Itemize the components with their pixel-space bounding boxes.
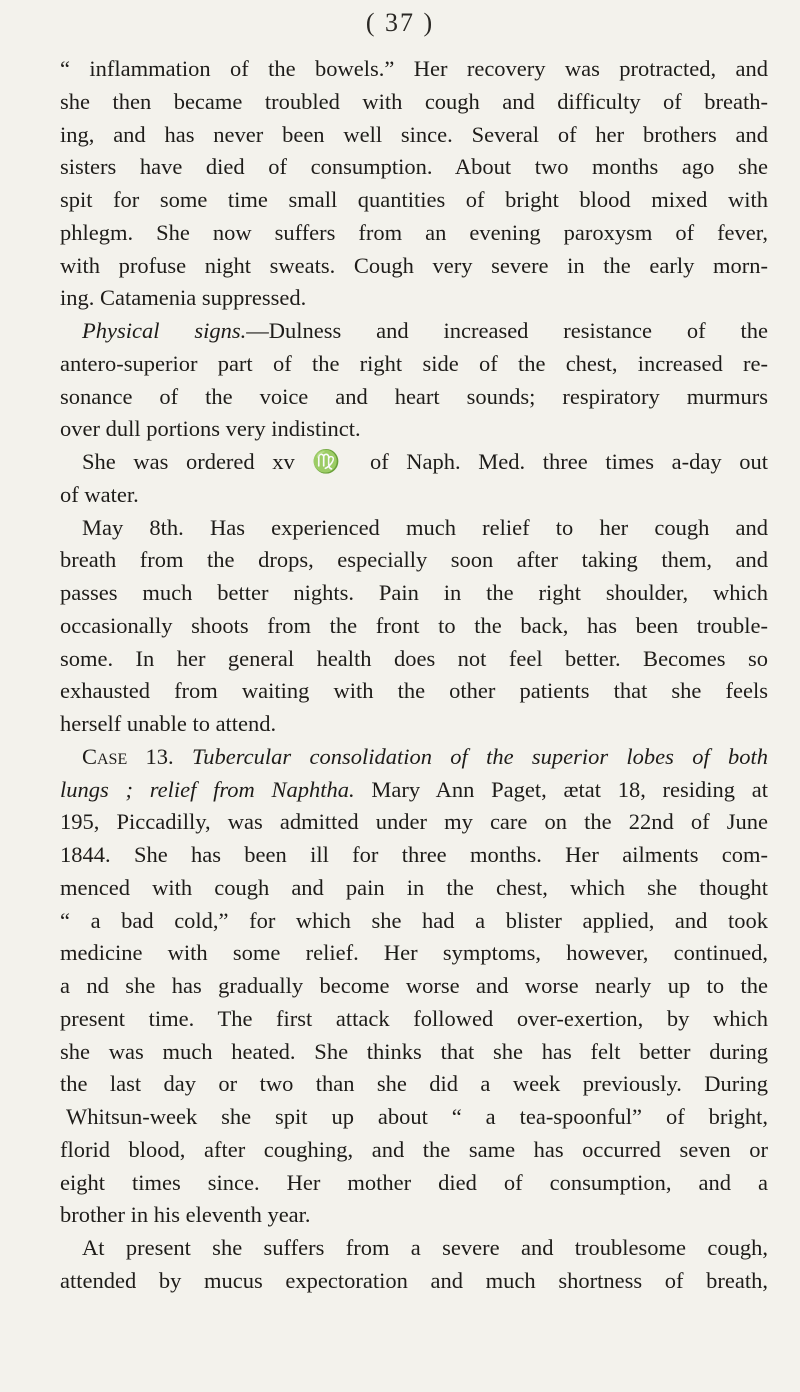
text-line: “ a bad cold,” for which she had a blister applied, and took [60, 907, 768, 933]
physical-signs-text: —Dulness and increased resistance of the [246, 318, 768, 343]
text-line: phlegm. She now suffers from an evening paroxysm of fever, [60, 219, 768, 245]
text-line: Whitsun-week she spit up about “ a tea-spoonful” of bright, [66, 1104, 768, 1129]
text-line: a nd she has gradually become worse and worse nearly up to the [60, 973, 768, 998]
page-number: ( 37 ) [365, 8, 435, 37]
text-line: ing, and has never been well since. Several of her brothers and [60, 121, 768, 147]
text-line: At present she suffers from a severe and troublesome cough, [82, 1235, 768, 1260]
physical-signs-heading: Physical signs. [82, 318, 247, 343]
text-line: ing. Catamenia suppressed. [60, 285, 307, 311]
text-line: antero-superior part of the right side of the chest, increased re- [60, 350, 768, 376]
text-line: eight times since. Her mother died of consumption, and a [60, 1169, 768, 1195]
text-line: “ inflammation of the bowels.” Her recovery was protracted, and [60, 56, 768, 81]
text-line: attended by mucus expectoration and much shortness of breath, [60, 1267, 768, 1293]
text-line: 1844. She has been ill for three months. Her ailments com- [60, 842, 768, 867]
case-number: Case 13. [82, 743, 174, 769]
text-line: florid blood, after coughing, and the same has occurred seven or [60, 1136, 768, 1162]
text-line: occasionally shoots from the front to the back, has been trouble- [60, 612, 768, 638]
text-line: exhausted from waiting with the other patients that she feels [60, 678, 768, 704]
case-title: Tubercular consolidation of the superior lobes of both [191, 743, 768, 769]
text-line: present time. The first attack followed over-exertion, by which [60, 1005, 768, 1031]
text-line: menced with cough and pain in the chest, which she thought [60, 874, 768, 900]
text-line: sonance of the voice and heart sounds; respiratory murmurs [60, 383, 768, 409]
physical-signs-line [60, 315, 768, 348]
text-line: She was ordered xv ♍ of Naph. Med. three times a-day out [82, 449, 768, 474]
text-line: spit for some time small quantities of bright blood mixed with [60, 187, 768, 212]
case-heading-line [60, 741, 768, 774]
text-line: passes much better nights. Pain in the right shoulder, which [60, 580, 768, 605]
text-line: medicine with some relief. Her symptoms, however, continued, [60, 940, 768, 966]
text-line: 195, Piccadilly, was admitted under my care on the 22nd of June [60, 809, 768, 835]
body-text [60, 53, 768, 1298]
text-line: breath from the drops, especially soon after taking them, and [60, 547, 768, 573]
text-line: some. In her general health does not feel better. Becomes so [60, 645, 768, 671]
case-subtitle-line [60, 774, 768, 807]
text-line: of water. [60, 481, 139, 507]
text-line: May 8th. Has experienced much relief to her cough and [82, 514, 768, 540]
text-line: she was much heated. She thinks that she has felt better during [60, 1038, 768, 1064]
text-line: over dull portions very indistinct. [60, 416, 361, 442]
text-line: herself unable to attend. [60, 711, 277, 736]
text-line: with profuse night sweats. Cough very severe in the early morn- [60, 252, 768, 278]
case-subtitle: lungs ; relief from Naphtha. [60, 776, 355, 802]
text-line: sisters have died of consumption. About two months ago she [60, 154, 768, 180]
text-line: brother in his eleventh year. [60, 1202, 311, 1228]
text-line: she then became troubled with cough and difficulty of breath- [60, 88, 768, 114]
text-line: the last day or two than she did a week previously. During [60, 1071, 768, 1097]
case-intro-text: Mary Ann Paget, ætat 18, residing at [371, 776, 768, 802]
